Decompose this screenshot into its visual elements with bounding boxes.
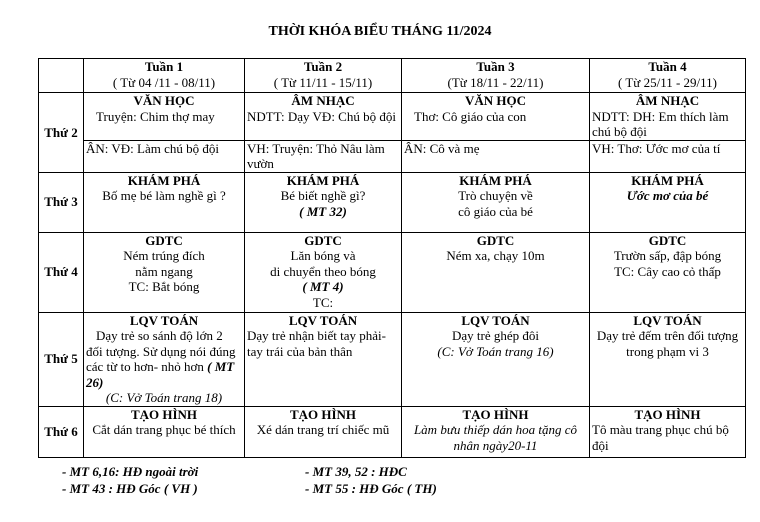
week-range: (Từ 18/11 - 22/11) [447, 74, 544, 90]
subject: KHÁM PHÁ [127, 172, 201, 188]
cell-thu4-w3 [402, 232, 590, 312]
activity: di chuyển theo bóng [270, 263, 376, 279]
activity: TC: Cây cao cỏ thấp [614, 263, 721, 279]
cell-thu2-w2 [245, 93, 402, 141]
subject: ÂM NHẠC [635, 93, 700, 108]
week-header-1 [84, 59, 245, 93]
subject: KHÁM PHÁ [631, 172, 704, 188]
activity: Tô màu trang phục chú bộ đội [592, 422, 729, 453]
subject: KHÁM PHÁ [459, 172, 532, 188]
note-line: - MT 39, 52 : HĐC [305, 464, 407, 479]
activity: cô giáo của bé [458, 203, 533, 219]
subject: TẠO HÌNH [462, 406, 529, 422]
day-label-thu4: Thứ 4 [39, 232, 84, 312]
activity: Lăn bóng và [290, 248, 356, 263]
subject: LQV TOÁN [461, 312, 530, 328]
header-row [39, 59, 746, 93]
cell-thu5-w3 [402, 312, 590, 406]
activity: Trò chuyện về [458, 188, 533, 203]
activity: Dạy trẻ nhận biết tay phải- tay trái của bản thân [247, 328, 386, 359]
week-name: Tuần 3 [476, 59, 515, 74]
timetable [38, 58, 746, 458]
week-header-2 [245, 59, 402, 93]
week-name: Tuần 2 [303, 59, 343, 74]
activity: Bé biết nghề gì? [280, 188, 366, 203]
corner-cell [39, 59, 84, 93]
week-range: ( Từ 11/11 - 15/11) [273, 74, 373, 90]
week-range: ( Từ 04 /11 - 08/11) [112, 74, 216, 90]
cell-thu3-w4 [590, 172, 746, 232]
activity: Truyện: Chim thợ may [96, 108, 215, 124]
subject: GDTC [304, 232, 342, 248]
activity: Xé dán trang trí chiếc mũ [256, 422, 390, 437]
cell-thu5-w2 [245, 312, 402, 406]
note: (C: Vở Toán trang 18) [105, 390, 223, 405]
subject: GDTC [476, 232, 515, 248]
week-name: Tuần 1 [144, 59, 184, 74]
cell-thu5-w4 [590, 312, 746, 406]
activity: ÂN: Cô và mẹ [404, 140, 480, 156]
cell-thu4-w4 [590, 232, 746, 312]
note-line: - MT 55 : HĐ Góc ( TH) [305, 481, 437, 496]
cell-thu2-w1 [84, 93, 245, 141]
note: (C: Vở Toán trang 16) [437, 343, 554, 359]
subject: TẠO HÌNH [289, 406, 357, 422]
day-label-thu3: Thứ 3 [39, 172, 84, 232]
subject: VĂN HỌC [133, 93, 195, 108]
activity: Bố mẹ bé làm nghề gì ? [102, 188, 226, 203]
activity: Trườn sấp, đập bóng [613, 248, 722, 263]
cell-thu2-w3 [402, 93, 590, 141]
subject: LQV TOÁN [129, 312, 199, 328]
activity: nằm ngang [135, 263, 193, 279]
notes-right [305, 463, 437, 497]
mt-code: ( MT 4) [302, 279, 344, 294]
cell-thu3-w2 [245, 172, 402, 232]
week-name: Tuần 4 [648, 59, 687, 74]
cell-thu6-w2 [245, 406, 402, 457]
activity: TC: Bắt bóng [128, 279, 200, 294]
cell-thu4-w1 [84, 232, 245, 312]
subject: LQV TOÁN [288, 312, 358, 328]
subject: ÂM NHẠC [291, 93, 355, 108]
activity: Ném trúng đích [123, 248, 205, 263]
cell-thu6-w3 [402, 406, 590, 457]
subject: KHÁM PHÁ [286, 172, 360, 188]
activity: VH: Thơ: Ước mơ của tí [592, 140, 721, 156]
activity: Làm bưu thiếp dán hoa tặng cô nhân ngày20-11 [413, 422, 578, 453]
cell-thu2-w4 [590, 93, 746, 141]
cell-thu5-w1 [84, 312, 245, 406]
day-label-thu5: Thứ 5 [39, 312, 84, 406]
activity: TC: [312, 294, 334, 310]
activity: VH: Truyện: Thỏ Nâu làm vườn [247, 140, 385, 171]
activity: Ném xa, chạy 10m [446, 248, 545, 263]
row-thu6 [39, 406, 746, 457]
mt-code: ( MT 26) [86, 359, 235, 390]
day-label-thu2: Thứ 2 [39, 93, 84, 173]
activity: Thơ: Cô giáo của con [414, 108, 527, 124]
mt-code: ( MT 32) [299, 203, 347, 219]
cell-thu2-w4-b [590, 140, 746, 172]
day-label-thu6: Thứ 6 [39, 406, 84, 457]
subject: GDTC [145, 232, 183, 248]
activity [86, 328, 242, 390]
subject: TẠO HÌNH [130, 406, 198, 422]
notes-left [62, 463, 198, 497]
row-thu3 [39, 172, 746, 232]
cell-thu6-w4 [590, 406, 746, 457]
cell-thu2-w3-b [402, 140, 590, 172]
row-thu2-a [39, 93, 746, 141]
week-header-4 [590, 59, 746, 93]
week-header-3 [402, 59, 590, 93]
week-range: ( Từ 25/11 - 29/11) [618, 74, 717, 90]
cell-thu2-w2-b [245, 140, 402, 172]
activity: Cắt dán trang phục bé thích [92, 422, 236, 437]
subject: LQV TOÁN [633, 312, 702, 328]
cell-thu4-w2 [245, 232, 402, 312]
row-thu4 [39, 232, 746, 312]
note-line: - MT 6,16: HĐ ngoài trời [62, 464, 199, 479]
row-thu5 [39, 312, 746, 406]
note-line: - MT 43 : HĐ Góc ( VH ) [62, 481, 198, 496]
activity-text: Dạy trẻ so sánh độ lớn 2 đối tượng. Sử dụng nói đúng các từ to hơn- nhỏ hơn [86, 328, 236, 374]
subject: VĂN HỌC [464, 93, 527, 108]
subject: GDTC [648, 232, 687, 248]
row-thu2-b [39, 140, 746, 172]
activity: NDTT: Dạy VĐ: Chú bộ đội [247, 108, 396, 124]
activity: Dạy trẻ đếm trên đối tượng trong phạm vi 3 [596, 328, 739, 359]
page-title: THỜI KHÓA BIỂU THÁNG 11/2024 [268, 24, 492, 39]
cell-thu3-w3 [402, 172, 590, 232]
activity: Dạy trẻ ghép đôi [451, 328, 539, 343]
subject: TẠO HÌNH [634, 406, 701, 422]
activity: ÂN: VĐ: Làm chú bộ đội [86, 140, 219, 156]
cell-thu3-w1 [84, 172, 245, 232]
activity: NDTT: DH: Em thích làm chú bộ đội [592, 108, 729, 139]
cell-thu2-w1-b [84, 140, 245, 172]
cell-thu6-w1 [84, 406, 245, 457]
activity: Ước mơ của bé [626, 188, 709, 203]
